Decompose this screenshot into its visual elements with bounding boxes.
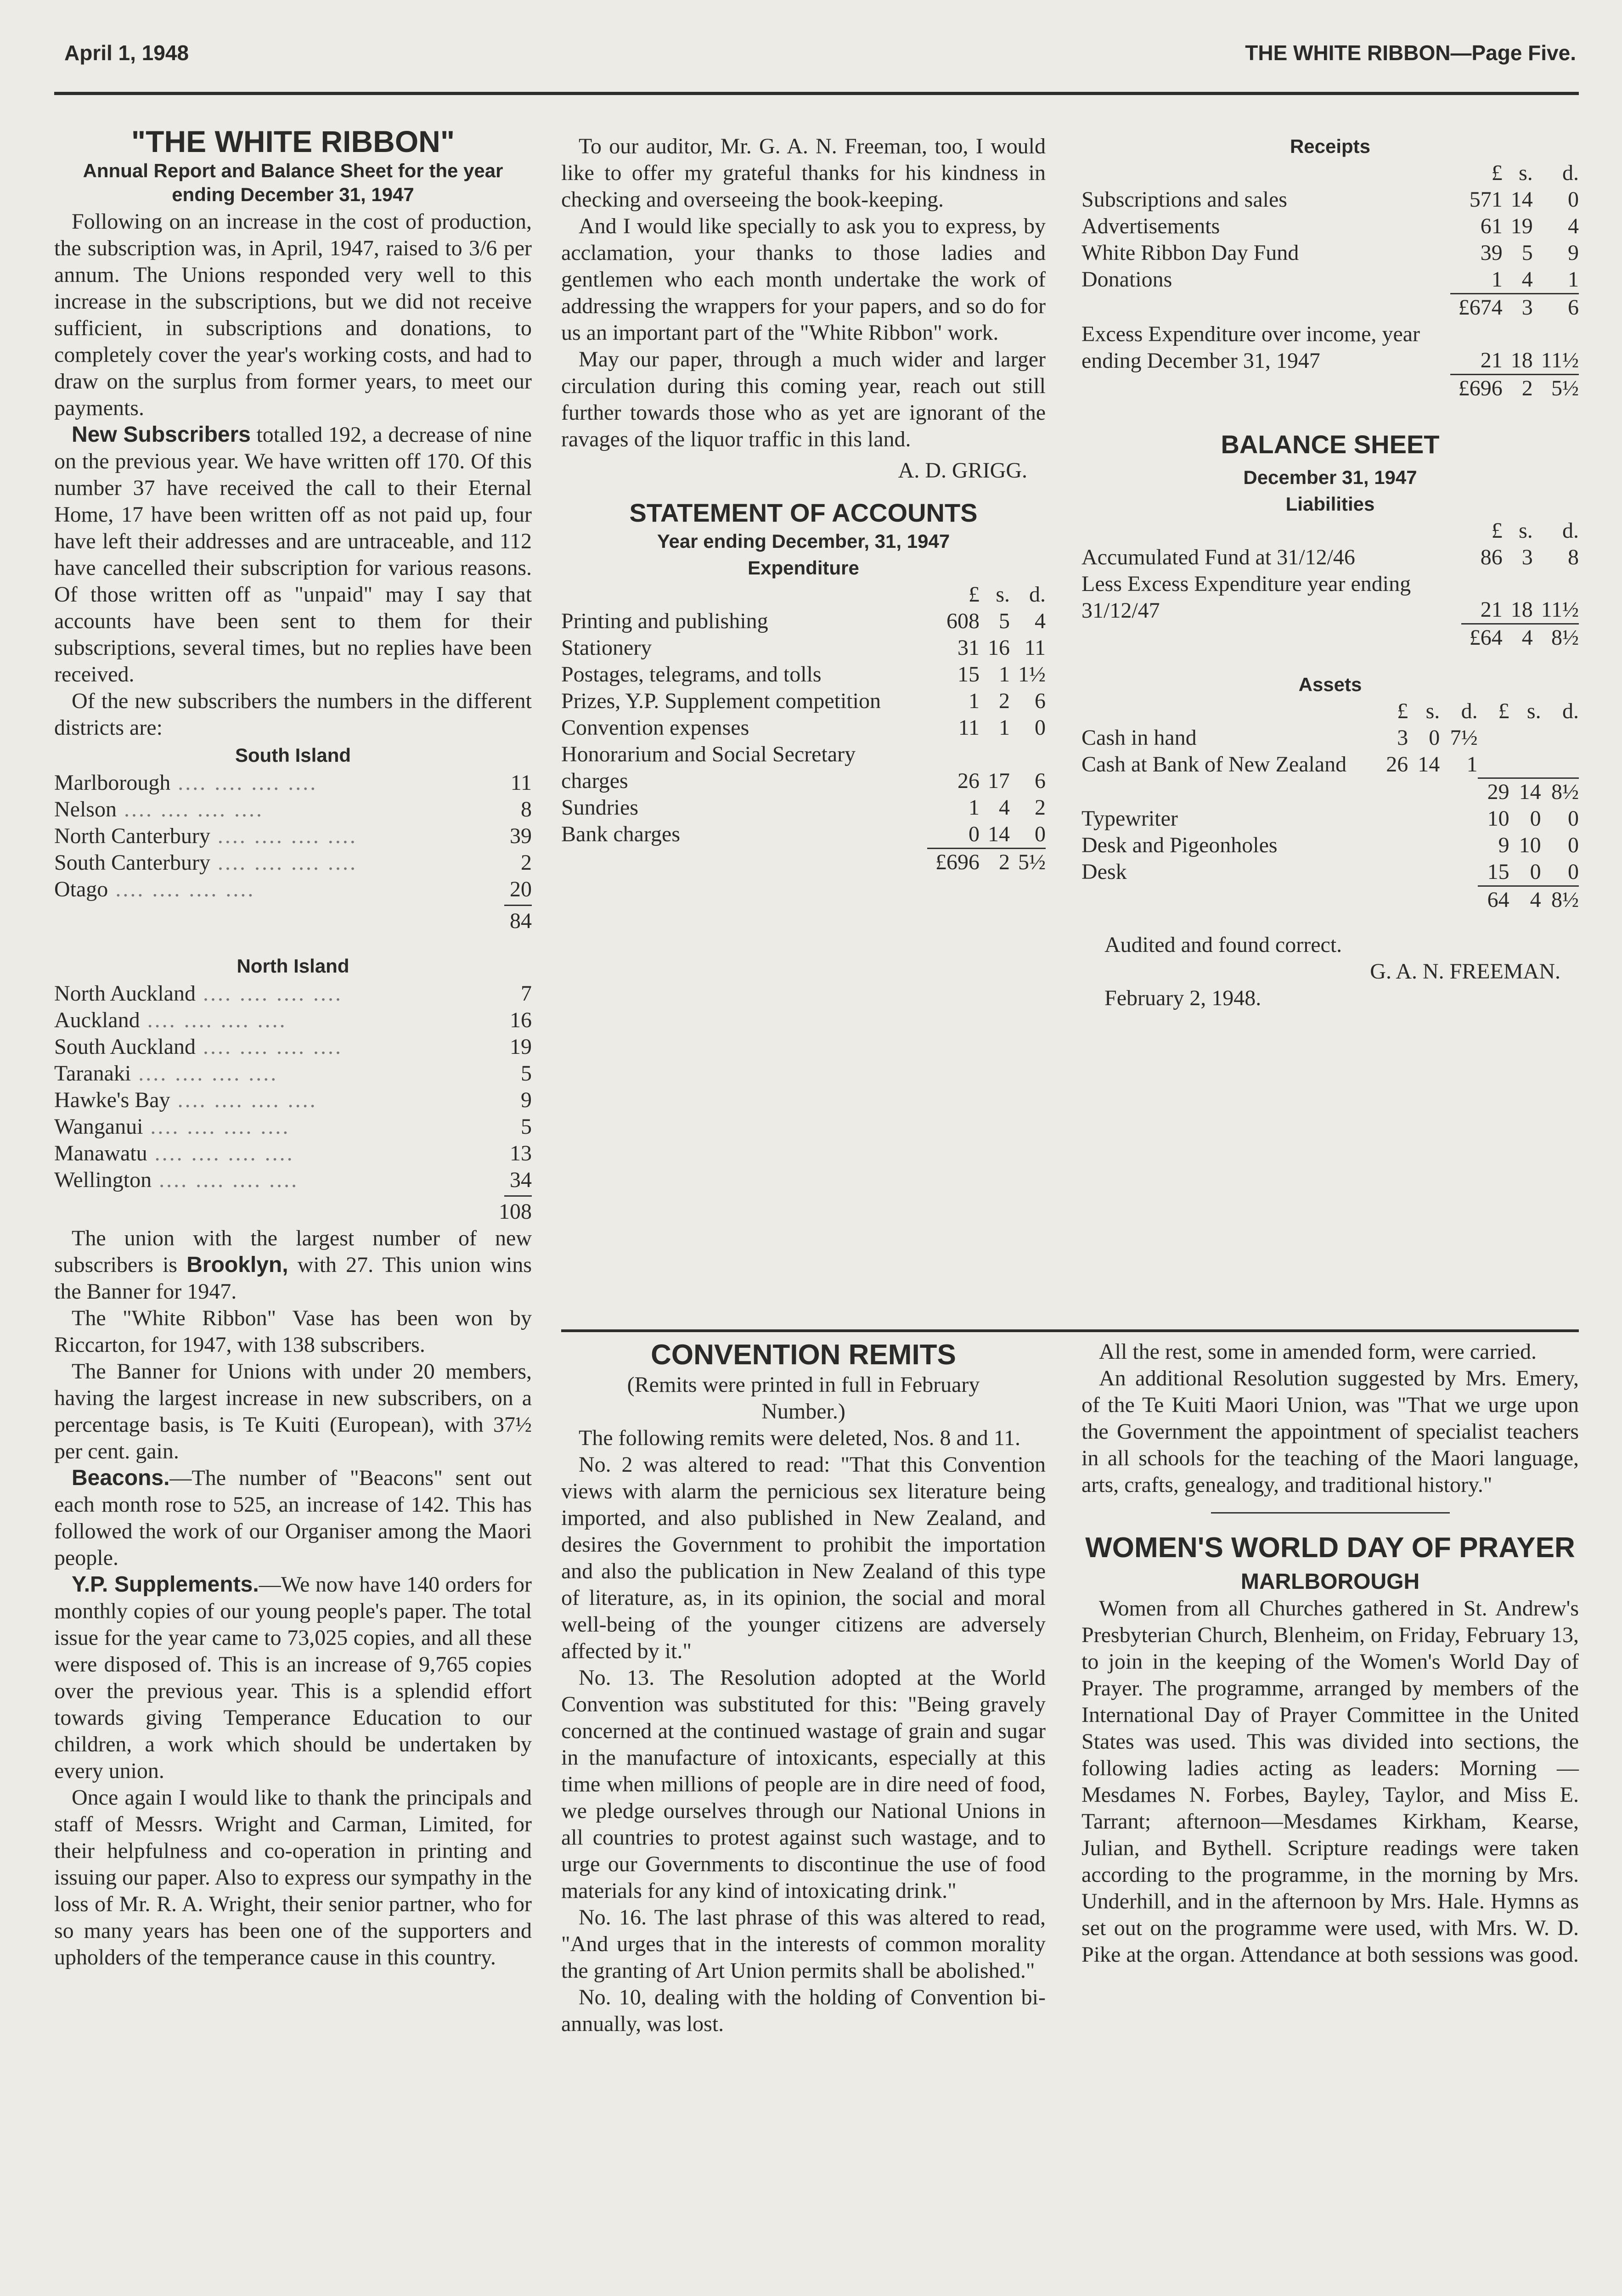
amount: 15 <box>957 662 980 687</box>
amount: 9 <box>1568 241 1579 265</box>
currency-heading: £ <box>1397 699 1408 723</box>
table-row <box>561 608 1046 635</box>
table-row <box>1081 571 1579 624</box>
table-row <box>561 661 1046 688</box>
amount: 64 <box>1478 886 1509 913</box>
currency-pence: d. <box>1029 582 1046 607</box>
district-name: Otago .... .... .... .... <box>54 877 255 901</box>
amount: 11½ <box>1541 348 1579 372</box>
district-name: North Auckland .... .... .... .... <box>54 981 343 1006</box>
amount: 10 <box>1519 833 1541 857</box>
currency-heading: £ <box>1498 699 1509 723</box>
amount: 19 <box>1510 214 1533 238</box>
amount <box>1440 886 1477 913</box>
table-row <box>54 980 532 1007</box>
table-row <box>1081 832 1579 859</box>
amount: 3 <box>1397 726 1408 750</box>
amount: 4 <box>999 795 1010 820</box>
amount <box>1408 859 1440 886</box>
report-paragraph: May our paper, through a much wider and larger circulation during this coming year, reach out still further towards those who as yet are ignorant of the ravages of the liquor traffic in this land. <box>561 347 1046 451</box>
column-2-top <box>561 133 1046 876</box>
table-row <box>561 821 1046 849</box>
amount: 4 <box>1568 214 1579 238</box>
section-rule <box>561 1329 1579 1332</box>
receipts-table <box>1081 160 1579 402</box>
line-label: Prizes, Y.P. Supplement competition <box>561 689 881 713</box>
prayer-title: WOMEN'S WORLD DAY OF PRAYER <box>1085 1532 1575 1564</box>
currency-heading: d. <box>1461 699 1478 723</box>
amount: 0 <box>1568 833 1579 857</box>
line-label: Less Excess Expenditure year ending 31/12/47 <box>1081 571 1411 623</box>
district-count: 13 <box>510 1141 532 1165</box>
district-name: Hawke's Bay .... .... .... .... <box>54 1088 317 1112</box>
table-row <box>54 850 532 876</box>
amount: 2 <box>980 849 1010 876</box>
line-label: Subscriptions and sales <box>1081 187 1287 212</box>
amount: 0 <box>1035 715 1046 740</box>
auditor-name: G. A. N. FREEMAN. <box>1370 959 1560 984</box>
amount: 5½ <box>1010 849 1046 876</box>
amount: 0 <box>1568 806 1579 831</box>
amount: 5 <box>1521 241 1533 265</box>
district-count: 19 <box>510 1035 532 1059</box>
table-row <box>1081 698 1579 725</box>
beacons-label: Beacons. <box>72 1466 170 1490</box>
line-label: Stationery <box>561 636 652 660</box>
amount: 14 <box>988 822 1010 846</box>
table-row <box>1081 213 1579 240</box>
table-row <box>1081 859 1579 886</box>
amount: 0 <box>1568 859 1579 884</box>
amount <box>1440 832 1477 859</box>
table-row <box>1081 805 1579 832</box>
line-label: Honorarium and Social Secretary charges <box>561 742 856 793</box>
amount: 1 <box>999 662 1010 687</box>
running-header: THE WHITE RIBBON—Page Five. <box>1245 41 1576 65</box>
column-1 <box>54 124 532 1971</box>
table-row <box>561 581 1046 608</box>
amount: 0 <box>1530 806 1541 831</box>
line-label <box>1081 778 1376 805</box>
table-row <box>54 1114 532 1140</box>
currency-pounds: £ <box>969 582 980 607</box>
amount: 3 <box>1521 545 1533 569</box>
report-paragraph: And I would like specially to ask you to express, by acclamation, your thanks to those ladies and gentlemen who each month undertake the work of addressing the wrappers for your papers, and so do for us an important part of the "White Ribbon" work. <box>561 214 1046 345</box>
issue-date: April 1, 1948 <box>64 41 189 65</box>
line-label: Bank charges <box>561 822 681 846</box>
report-paragraph: The "White Ribbon" Vase has been won by Riccarton, for 1947, with 138 subscribers. <box>54 1306 532 1357</box>
table-row <box>54 1007 532 1034</box>
district-name: Auckland .... .... .... .... <box>54 1008 287 1032</box>
amount: 39 <box>1480 241 1503 265</box>
header-cell <box>1081 160 1450 186</box>
table-row <box>561 715 1046 741</box>
table-row <box>561 635 1046 661</box>
assets-table <box>1081 698 1579 913</box>
line-label: Excess Expenditure over income, year ending December 31, 1947 <box>1081 322 1420 373</box>
column-3-bottom <box>1081 1339 1579 1968</box>
table-row <box>1081 624 1579 652</box>
amount <box>1509 725 1541 751</box>
table-row <box>1081 886 1579 913</box>
amount: 11 <box>1024 636 1046 660</box>
district-count: 7 <box>521 981 532 1006</box>
amount: 4 <box>1521 267 1533 292</box>
line-label: Donations <box>1081 267 1172 292</box>
amount: 29 <box>1478 778 1509 805</box>
amount: 7½ <box>1450 726 1478 750</box>
amount <box>1408 886 1440 913</box>
district-count: 8 <box>521 797 532 822</box>
line-label: Desk and Pigeonholes <box>1081 833 1278 857</box>
amount <box>1376 778 1408 805</box>
line-label: Cash in hand <box>1081 726 1197 750</box>
report-paragraph: Y.P. Supplements.—We now have 140 orders for monthly copies of our young people's paper. The total issue for the year came to 73,025 copies, and all these were disposed of. This is an increase of 9,765 copies over the previous year. This is a splendid effort towards giving Temperance Education to our children, a work which should be undertaken by every union. <box>54 1572 532 1783</box>
report-paragraph: Beacons.—The number of "Beacons" sent out each month rose to 525, an increase of 142. This has followed the work of our Organiser among the Maori people. <box>54 1466 532 1570</box>
convention-paragraph: The following remits were deleted, Nos. 8 and 11. <box>579 1426 1020 1450</box>
amount <box>1408 805 1440 832</box>
currency-shillings: s. <box>1519 518 1533 543</box>
header-cell <box>1081 698 1376 725</box>
report-paragraph: Of the new subscribers the numbers in the different districts are: <box>54 689 532 740</box>
amount: 18 <box>1510 348 1533 372</box>
amount: 1 <box>969 689 980 713</box>
amount: 21 <box>1480 348 1503 372</box>
district-name: Marlborough .... .... .... .... <box>54 771 318 795</box>
amount <box>1541 751 1579 778</box>
amount: 11½ <box>1541 597 1579 622</box>
table-row <box>1081 725 1579 751</box>
amount: 1 <box>999 715 1010 740</box>
district-count: 16 <box>510 1008 532 1032</box>
district-count: 20 <box>510 877 532 901</box>
new-subscribers-label: New Subscribers <box>72 422 251 447</box>
amount: 8½ <box>1541 778 1579 805</box>
table-row <box>561 741 1046 794</box>
amount <box>1440 859 1477 886</box>
district-count: 5 <box>521 1061 532 1086</box>
report-signature: A. D. GRIGG. <box>898 458 1027 483</box>
district-name: Wellington .... .... .... .... <box>54 1168 299 1192</box>
table-row <box>54 1060 532 1087</box>
table-row <box>54 876 532 903</box>
amount: 11 <box>958 715 980 740</box>
divider <box>1211 1512 1450 1514</box>
amount: 14 <box>1418 752 1440 777</box>
amount: 2 <box>999 689 1010 713</box>
north-island-total: 108 <box>499 1199 532 1224</box>
amount: 31 <box>957 636 980 660</box>
amount: 14 <box>1509 778 1541 805</box>
amount <box>1440 805 1477 832</box>
expenditure-table <box>561 581 1046 876</box>
table-row <box>1081 751 1579 778</box>
convention-note: (Remits were printed in full in February Number.) <box>627 1373 980 1424</box>
report-subtitle: Annual Report and Balance Sheet for the year ending December 31, 1947 <box>83 160 503 205</box>
amount: 5½ <box>1533 374 1579 402</box>
table-row <box>1081 266 1579 294</box>
convention-section <box>561 1339 1046 2037</box>
district-name: Nelson .... .... .... .... <box>54 797 264 822</box>
line-label: Convention expenses <box>561 715 749 740</box>
amount <box>1440 778 1477 805</box>
header-cell <box>561 581 927 608</box>
audit-date: February 2, 1948. <box>1104 985 1262 1010</box>
amount <box>1408 832 1440 859</box>
liabilities-table <box>1081 518 1579 652</box>
liabilities-heading: Liabilities <box>1285 493 1375 515</box>
line-label: Postages, telegrams, and tolls <box>561 662 822 687</box>
north-island-table <box>54 980 532 1193</box>
table-row <box>1081 186 1579 213</box>
amount <box>1376 886 1408 913</box>
convention-paragraph: An additional Resolution suggested by Mrs. Emery, of the Te Kuiti Maori Union, was "That we urge upon the Government the appointment of specialist teachers in all schools for the teaching of the Maori language, arts, crafts, genealogy, and traditional history." <box>1081 1366 1579 1497</box>
line-label: Advertisements <box>1081 214 1220 238</box>
amount: 6 <box>1533 294 1579 321</box>
table-row <box>1081 374 1579 402</box>
amount: £696 <box>1450 374 1503 402</box>
amount: 8½ <box>1541 886 1579 913</box>
amount: 8½ <box>1533 624 1579 652</box>
line-label <box>1081 374 1450 402</box>
report-title: "THE WHITE RIBBON" <box>131 124 455 158</box>
table-row <box>54 823 532 850</box>
district-name: Manawatu .... .... .... .... <box>54 1141 294 1165</box>
table-row <box>561 794 1046 821</box>
convention-paragraph: No. 10, dealing with the holding of Convention bi-annually, was lost. <box>561 1985 1046 2036</box>
prayer-paragraph: Women from all Churches gathered in St. Andrew's Presbyterian Church, Blenheim, on Friday, February 13, to join in the keeping of the Women's World Day of Prayer. The programme, arranged by members of the International Day of Prayer Committee in the United States was used. This was divided into sections, the following ladies acting as leaders: Morning — Mesdames N. Forbes, Bayley, Taylor, and Miss E. Tarrant; afternoon—Mesdames Kirkham, Kearse, Julian, and Bythell. Scripture readings were taken according to the programme, in the morning by Mrs. Underhill, and in the afternoon by Mrs. Hale. Hymns as set out on the programme were used, with Mrs. W. D. Pike at the organ. Attendance at both sessions was good. <box>1081 1596 1579 1967</box>
amount: 0 <box>1568 187 1579 212</box>
table-row <box>1081 544 1579 571</box>
line-label: Desk <box>1081 859 1127 884</box>
line-label: Cash at Bank of New Zealand <box>1081 752 1347 777</box>
amount <box>1478 751 1509 778</box>
table-row <box>1081 778 1579 805</box>
district-name: North Canterbury .... .... .... .... <box>54 824 357 848</box>
amount: £674 <box>1450 294 1503 321</box>
balance-date: December 31, 1947 <box>1243 466 1417 488</box>
currency-heading: s. <box>1425 699 1440 723</box>
currency-pounds: £ <box>1491 518 1503 543</box>
amount: 0 <box>969 822 980 846</box>
currency-pounds: £ <box>1491 161 1503 185</box>
amount: 4 <box>1035 609 1046 633</box>
amount: 2 <box>1503 374 1533 402</box>
amount: 2 <box>1035 795 1046 820</box>
report-paragraph: The union with the largest number of new subscribers is Brooklyn, with 27. This union wins the Banner for 1947. <box>54 1226 532 1304</box>
expenditure-heading: Expenditure <box>748 557 859 579</box>
table-row <box>1081 240 1579 266</box>
amount: £64 <box>1461 624 1503 652</box>
amount: 61 <box>1480 214 1503 238</box>
amount: 15 <box>1487 859 1509 884</box>
line-label <box>1081 294 1450 321</box>
audited-line: Audited and found correct. <box>1104 932 1342 957</box>
currency-heading: s. <box>1526 699 1541 723</box>
table-row <box>54 796 532 823</box>
amount <box>1376 859 1408 886</box>
report-paragraph: Following on an increase in the cost of production, the subscription was, in April, 1947, raised to 3/6 per annum. The Unions responded very well to this increase in the subscriptions, but we did not receive sufficient, in subscriptions and donations, to completely cover the year's working costs, and had to draw on the surplus from former years, to meet our payments. <box>54 209 532 420</box>
line-label: White Ribbon Day Fund <box>1081 241 1299 265</box>
winning-union: Brooklyn, <box>186 1253 288 1277</box>
table-row <box>561 849 1046 876</box>
amount: 8 <box>1568 545 1579 569</box>
south-island-heading: South Island <box>235 744 351 766</box>
amount: 26 <box>1386 752 1408 777</box>
convention-paragraph: No. 2 was altered to read: "That this Convention views with alarm the pernicious sex literature being imported, and also published in New Zealand, and desires the Government to prohibit the importation and also the publication in New Zealand of this type of literature, as, in its opinion, the social and moral well-being of the younger citizens are adversely affected by it." <box>561 1452 1046 1663</box>
district-name: Taranaki .... .... .... .... <box>54 1061 278 1086</box>
report-paragraph: The Banner for Unions with under 20 members, having the largest increase in new subscribers, on a percentage basis, is Te Kuiti (European), with 37½ per cent. gain. <box>54 1359 532 1463</box>
convention-title: CONVENTION REMITS <box>651 1339 956 1371</box>
amount: 6 <box>1035 689 1046 713</box>
amount: 0 <box>1530 859 1541 884</box>
amount: 1 <box>1466 752 1478 777</box>
line-label: Accumulated Fund at 31/12/46 <box>1081 545 1355 569</box>
amount: 3 <box>1503 294 1533 321</box>
statement-subtitle: Year ending December, 31, 1947 <box>657 530 950 552</box>
column-3-top <box>1081 133 1579 1012</box>
line-label: Typewriter <box>1081 806 1178 831</box>
convention-paragraph: No. 13. The Resolution adopted at the World Convention was substituted for this: "Being gravely concerned at the continued wastage of grain and sugar in the manufacture of intoxicants, especially at this time when millions of people are in dire need of food, we pledge ourselves through our National Unions in all countries to protest against such wastage, and to urge our Governments to discontinue the use of food materials for any kind of intoxicating drink." <box>561 1666 1046 1903</box>
convention-paragraph: All the rest, some in amended form, were carried. <box>1099 1339 1537 1364</box>
prayer-subheading: MARLBOROUGH <box>1240 1570 1420 1594</box>
header-cell <box>1081 518 1461 544</box>
amount: 21 <box>1480 597 1503 622</box>
line-label <box>1081 624 1461 652</box>
table-row <box>54 1140 532 1167</box>
amount: 0 <box>1035 822 1046 846</box>
amount <box>1478 725 1509 751</box>
table-row <box>54 1087 532 1114</box>
amount: 4 <box>1509 886 1541 913</box>
amount: 5 <box>999 609 1010 633</box>
district-count: 2 <box>521 850 532 875</box>
statement-title: STATEMENT OF ACCOUNTS <box>629 498 978 527</box>
currency-heading: d. <box>1562 699 1579 723</box>
amount <box>1376 805 1408 832</box>
currency-shillings: s. <box>1519 161 1533 185</box>
amount: 10 <box>1487 806 1509 831</box>
table-row <box>1081 321 1579 374</box>
amount: 18 <box>1510 597 1533 622</box>
table-row <box>1081 160 1579 186</box>
amount: 571 <box>1469 187 1503 212</box>
amount: 17 <box>988 769 1010 793</box>
amount: 26 <box>957 769 980 793</box>
amount: 1 <box>1568 267 1579 292</box>
amount: 1 <box>1491 267 1503 292</box>
district-name: South Canterbury .... .... .... .... <box>54 850 357 875</box>
district-count: 39 <box>510 824 532 848</box>
north-island-heading: North Island <box>237 955 349 977</box>
line-label <box>1081 886 1376 913</box>
assets-heading: Assets <box>1298 674 1362 695</box>
amount: 86 <box>1480 545 1503 569</box>
table-row <box>54 1034 532 1060</box>
balance-title: BALANCE SHEET <box>1221 429 1440 459</box>
report-paragraph: To our auditor, Mr. G. A. N. Freeman, too, I would like to offer my grateful thanks for his kindness in checking and overseeing the book-keeping. <box>561 134 1046 212</box>
receipts-heading: Receipts <box>1290 135 1371 157</box>
amount <box>1541 725 1579 751</box>
header-rule <box>54 92 1579 95</box>
amount <box>1408 778 1440 805</box>
amount: 1 <box>969 795 980 820</box>
currency-shillings: s. <box>996 582 1010 607</box>
amount: 14 <box>1510 187 1533 212</box>
district-count: 11 <box>510 771 532 795</box>
line-label: Sundries <box>561 795 638 820</box>
table-row <box>1081 518 1579 544</box>
amount: £696 <box>927 849 980 876</box>
amount <box>1509 751 1541 778</box>
currency-pence: d. <box>1562 161 1579 185</box>
amount: 6 <box>1035 769 1046 793</box>
amount: 0 <box>1429 726 1440 750</box>
table-row <box>54 1167 532 1193</box>
district-name: Wanganui .... .... .... .... <box>54 1114 290 1139</box>
district-count: 34 <box>510 1168 532 1192</box>
table-row <box>1081 294 1579 321</box>
currency-pence: d. <box>1562 518 1579 543</box>
amount <box>1376 832 1408 859</box>
south-island-total: 84 <box>510 909 532 933</box>
district-count: 9 <box>521 1088 532 1112</box>
line-label: Printing and publishing <box>561 609 768 633</box>
report-paragraph: New Subscribers totalled 192, a decrease of nine on the previous year. We have written off 170. Of this number 37 have received the call to their Eternal Home, 17 have been written off as not paid up, four have left their addresses and are untraceable, and 112 have cancelled their subscription for various reasons. Of those written off as "unpaid" may I say that accounts have been sent to them for their subscriptions, several times, but no replies have been received. <box>54 422 532 687</box>
amount: 16 <box>988 636 1010 660</box>
convention-paragraph: No. 16. The last phrase of this was altered to read, "And urges that in the interests of common morality the granting of Art Union permits shall be abolished." <box>561 1905 1046 1983</box>
district-count: 5 <box>521 1114 532 1139</box>
yp-supplements-label: Y.P. Supplements. <box>72 1572 259 1597</box>
table-row <box>561 688 1046 715</box>
amount: 4 <box>1503 624 1533 652</box>
report-paragraph: Once again I would like to thank the principals and staff of Messrs. Wright and Carman, Limited, for their helpfulness and co-operation in printing and issuing our paper. Also to express our sympathy in the loss of Mr. R. A. Wright, their senior partner, who for so many years has been one of the supporters and upholders of the temperance cause in this country. <box>54 1785 532 1970</box>
south-island-table <box>54 770 532 903</box>
amount: 1½ <box>1018 662 1046 687</box>
line-label <box>561 849 927 876</box>
amount: 9 <box>1498 833 1509 857</box>
district-name: South Auckland .... .... .... .... <box>54 1035 343 1059</box>
table-row <box>54 770 532 796</box>
amount: 608 <box>946 609 980 633</box>
